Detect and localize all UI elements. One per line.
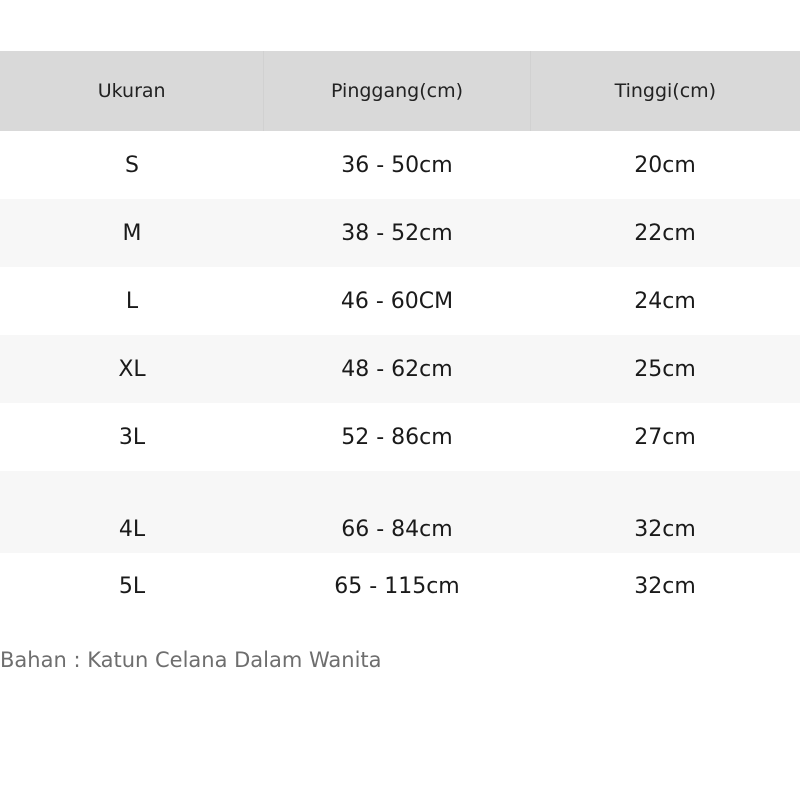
header-height: Tinggi(cm) <box>614 80 717 102</box>
waist-cell: 36 - 50cm <box>341 152 453 178</box>
size-cell: 3L <box>118 424 146 450</box>
size-cell: M <box>122 220 142 246</box>
height-cell: 25cm <box>634 356 696 382</box>
header-size: Ukuran <box>0 51 264 131</box>
table-row <box>0 267 800 335</box>
table-row <box>0 471 800 553</box>
height-cell: 20cm <box>634 152 696 178</box>
table-row <box>0 199 800 267</box>
waist-cell: 52 - 86cm <box>341 424 453 450</box>
size-table <box>0 51 800 619</box>
size-cell: L <box>125 288 139 314</box>
height-cell: 32cm <box>634 516 696 542</box>
table-row <box>0 403 800 471</box>
header-waist: Pinggang(cm) <box>264 51 530 131</box>
table-row <box>0 335 800 403</box>
waist-cell: 38 - 52cm <box>341 220 453 246</box>
table-row <box>0 553 800 619</box>
size-cell: 5L <box>118 573 146 599</box>
size-cell: S <box>125 152 139 178</box>
height-cell: 24cm <box>634 288 696 314</box>
height-cell: 22cm <box>634 220 696 246</box>
size-cell: 4L <box>118 516 146 542</box>
waist-cell: 66 - 84cm <box>341 516 453 542</box>
waist-cell: 48 - 62cm <box>341 356 453 382</box>
material-note: Bahan : Katun Celana Dalam Wanita <box>0 648 382 672</box>
size-cell: XL <box>118 356 146 382</box>
table-header <box>0 51 800 131</box>
height-cell: 32cm <box>634 573 696 599</box>
height-cell: 27cm <box>634 424 696 450</box>
table-row <box>0 131 800 199</box>
waist-cell: 65 - 115cm <box>334 573 460 599</box>
waist-cell: 46 - 60CM <box>340 288 454 314</box>
